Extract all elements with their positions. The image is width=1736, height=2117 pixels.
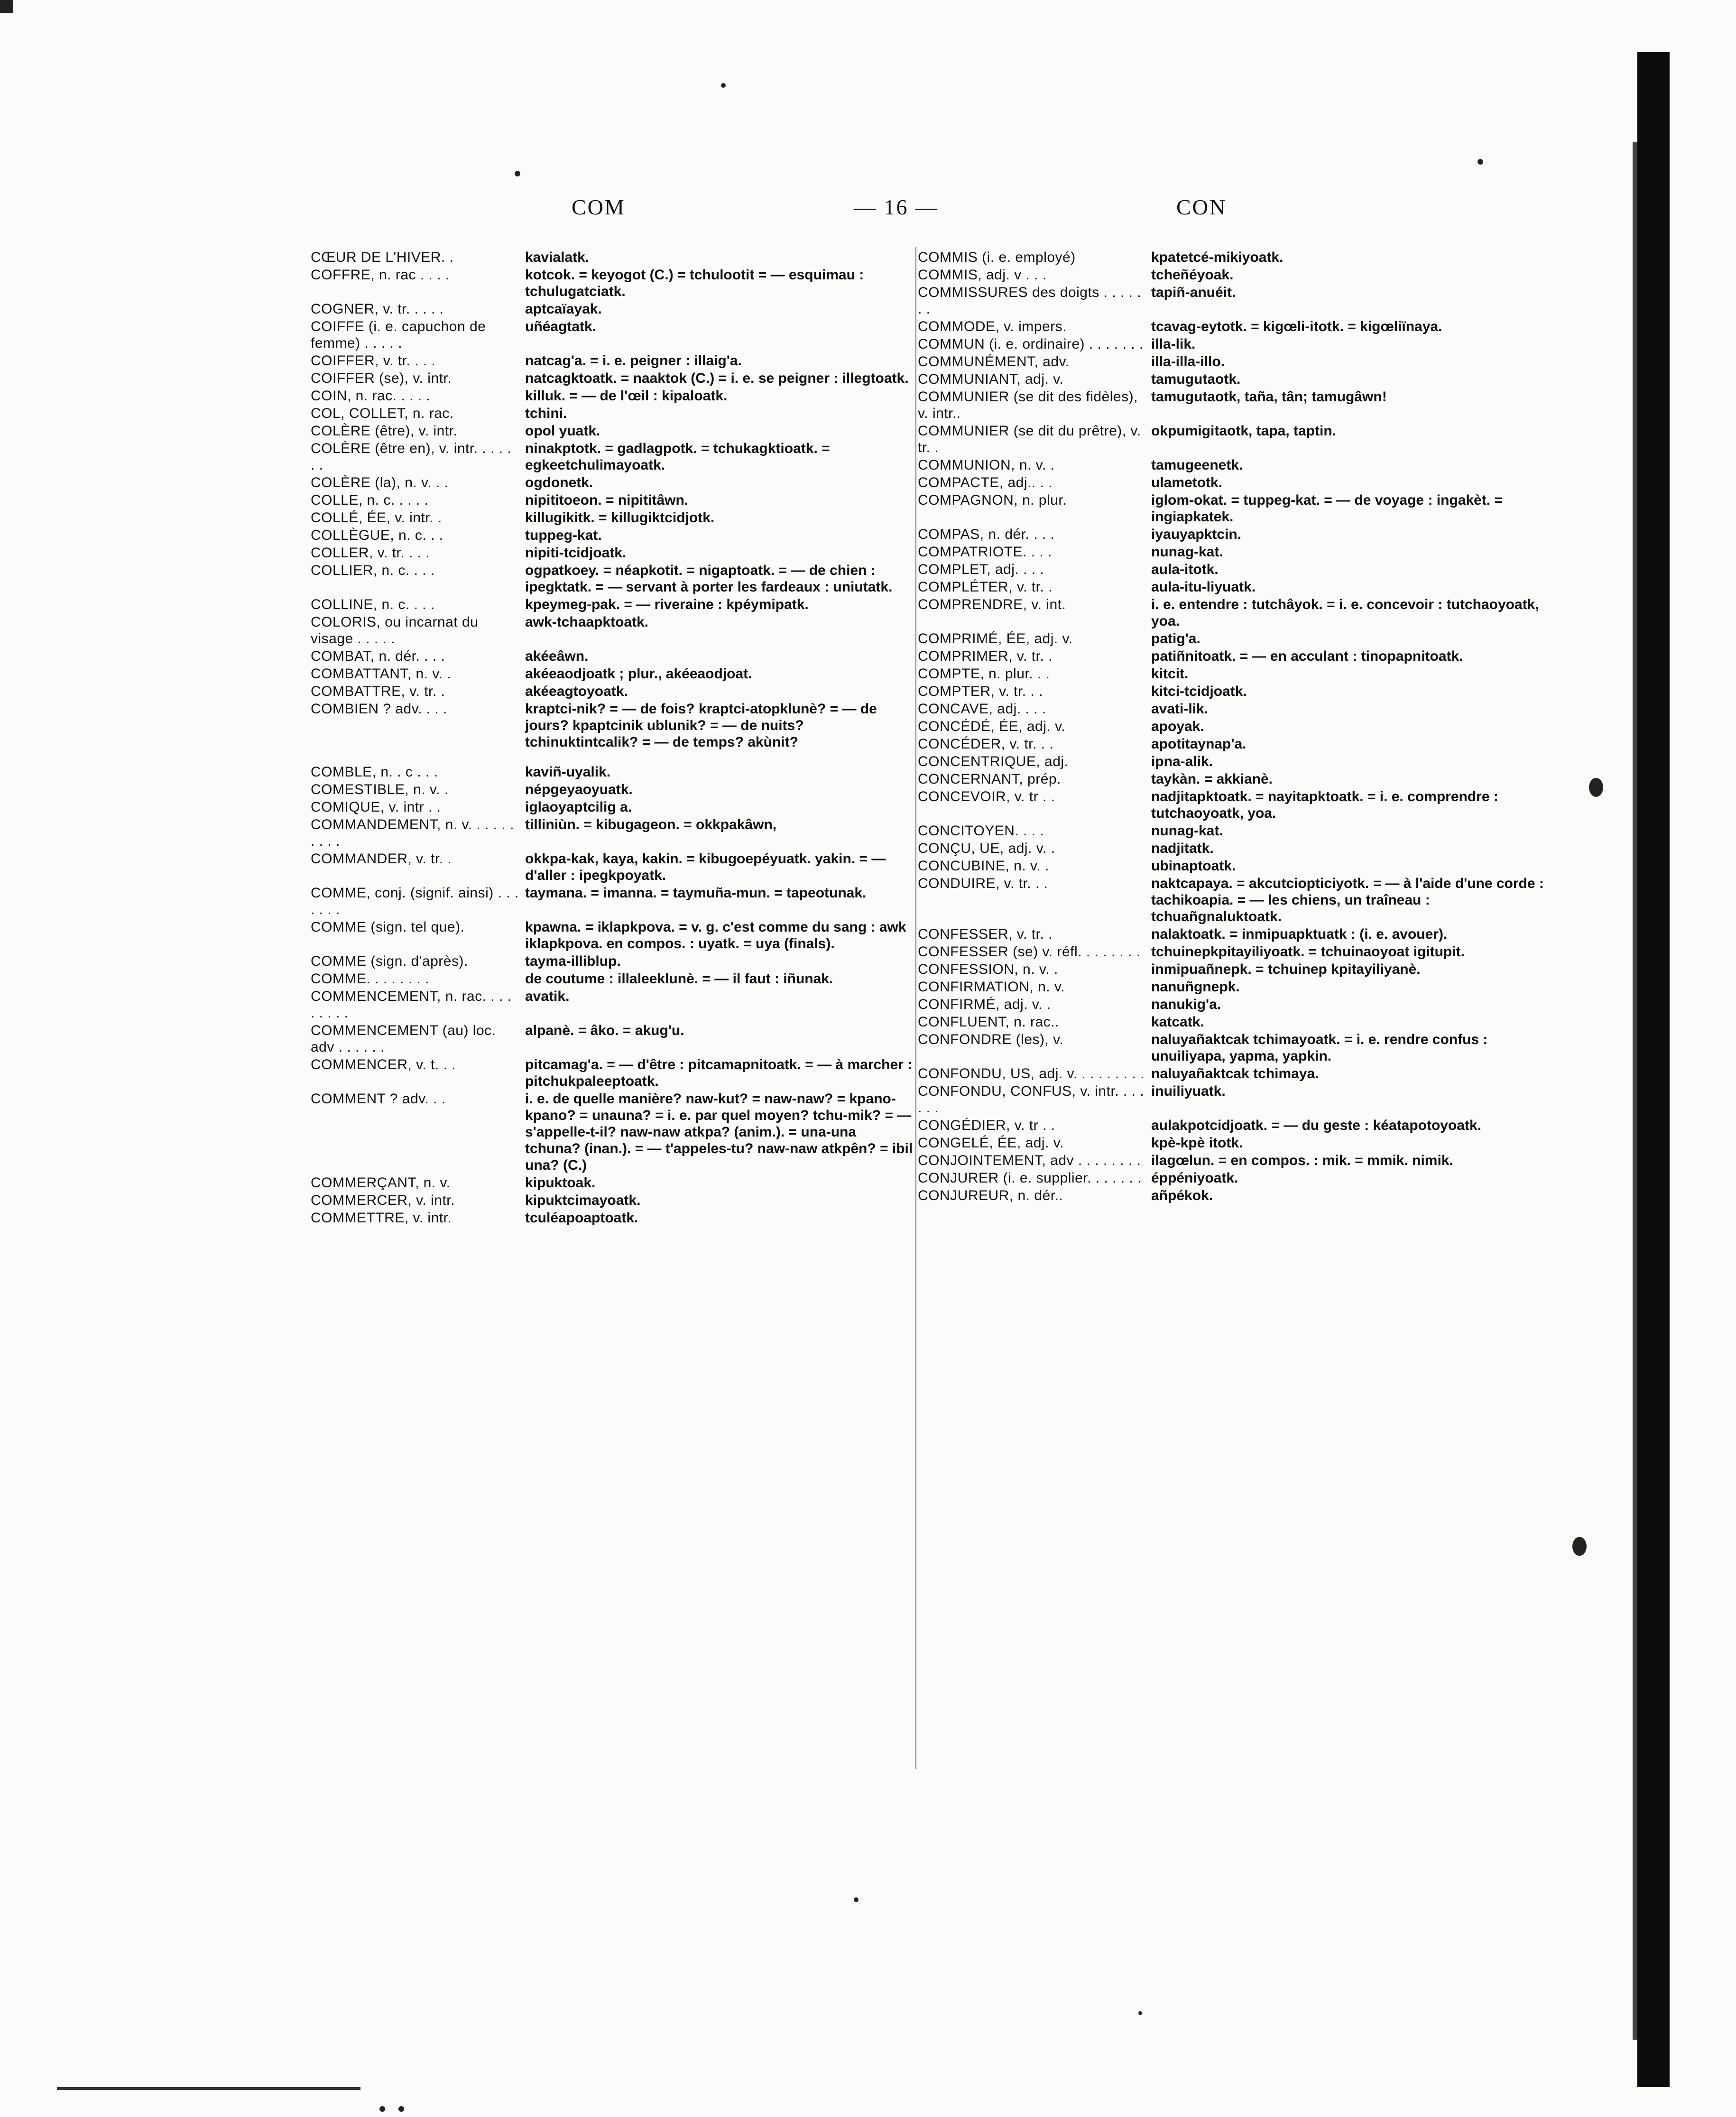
dictionary-entry	[918, 388, 1549, 422]
entry-headword: CONJOINTEMENT, adv . . . . . . . .	[918, 1153, 1141, 1168]
entry-definition: aula-itotk.	[1151, 562, 1219, 577]
entry-definition: ubinaptoatk.	[1151, 858, 1236, 874]
entry-headword: CONFIRMATION, n. v.	[918, 979, 1065, 995]
entry-definition: natcag'a. = i. e. peigner : illaig'a.	[525, 353, 742, 369]
entry-headword: COFFRE, n. rac . . . .	[311, 267, 450, 283]
entry-headword: CONFESSION, n. v. .	[918, 961, 1058, 977]
dictionary-entry	[311, 971, 913, 987]
entry-headword: CONJUREUR, n. dér..	[918, 1188, 1063, 1203]
dictionary-entry	[918, 579, 1549, 595]
entry-headword: COLORIS, ou incarnat du visage . . . . .	[311, 614, 479, 647]
entry-definition: naluyañaktcak tchimaya.	[1151, 1066, 1319, 1082]
entry-definition: nanukig'a.	[1151, 997, 1221, 1012]
entry-spacer	[311, 751, 913, 764]
entry-definition: tamugeenetk.	[1151, 457, 1243, 473]
entry-definition: éppéniyoatk.	[1151, 1170, 1238, 1186]
entry-headword: CONDUIRE, v. tr. . .	[918, 876, 1048, 891]
entry-headword: COMMIS, adj. v . . .	[918, 267, 1047, 283]
entry-definition: ipna-alik.	[1151, 754, 1213, 769]
entry-definition: taymana. = imanna. = taymuña-mun. = tapeotunak.	[525, 885, 867, 901]
left-column	[311, 249, 913, 1227]
entry-definition: aptcaïayak.	[525, 301, 602, 317]
dictionary-entry	[918, 788, 1549, 822]
dictionary-entry	[918, 353, 1549, 370]
entry-headword: COMPAGNON, n. plur.	[918, 492, 1067, 508]
dictionary-entry	[311, 1056, 913, 1090]
entry-headword: COLÈRE (la), n. v. . .	[311, 475, 449, 490]
entry-definition: nunag-kat.	[1151, 823, 1223, 839]
entry-definition: tchini.	[525, 406, 567, 421]
dictionary-entry	[918, 1152, 1549, 1169]
entry-definition: kipuktcimayoatk.	[525, 1193, 641, 1208]
entry-headword: COMMENCER, v. t. . .	[311, 1057, 456, 1072]
entry-headword: CONCAVE, adj. . . .	[918, 701, 1046, 717]
dictionary-entry	[918, 336, 1549, 352]
page-number: — 16 —	[854, 195, 939, 219]
dictionary-entry	[918, 736, 1549, 752]
dictionary-entry	[918, 423, 1549, 456]
entry-definition: nipititoeon. = nipititâwn.	[525, 492, 689, 508]
entry-headword: CONCITOYEN. . . .	[918, 823, 1044, 839]
entry-definition: avatik.	[525, 989, 570, 1004]
entry-headword: COMBAT, n. dér. . . .	[311, 648, 445, 664]
entry-definition: inuiliyuatk.	[1151, 1083, 1226, 1099]
entry-headword: COIFFE (i. e. capuchon de femme) . . . . .	[311, 319, 486, 351]
entry-definition: naluyañaktcak tchimayoatk. = i. e. rendre confus : unuiliyapa, yapma, yapkin.	[1151, 1032, 1488, 1064]
page-binding-shadow	[1637, 52, 1670, 2087]
dictionary-entry	[918, 267, 1549, 283]
entry-headword: COGNER, v. tr. . . . .	[311, 301, 444, 317]
dictionary-entry	[311, 267, 913, 300]
entry-headword: COMPLET, adj. . . .	[918, 562, 1044, 577]
entry-headword: COMPACTE, adj.. . .	[918, 475, 1053, 490]
entry-definition: kipuktoak.	[525, 1175, 596, 1191]
dictionary-entry	[918, 544, 1549, 560]
entry-headword: COMMUNIER (se dit du prêtre), v. tr. .	[918, 423, 1141, 455]
entry-headword: COMPAS, n. dér. . . .	[918, 527, 1055, 542]
dictionary-entry	[918, 701, 1549, 717]
dictionary-entry	[918, 371, 1549, 388]
dictionary-entry	[918, 1014, 1549, 1030]
dictionary-entry	[311, 683, 913, 700]
entry-definition: kpè-kpè itotk.	[1151, 1135, 1243, 1151]
dictionary-entry	[918, 683, 1549, 700]
entry-definition: illa-illa-illo.	[1151, 354, 1225, 370]
dictionary-entry	[918, 1083, 1549, 1116]
dictionary-entry	[918, 457, 1549, 473]
entry-definition: kaviñ-uyalik.	[525, 764, 611, 780]
entry-headword: COMPTE, n. plur. . .	[918, 666, 1050, 682]
entry-headword: COMMISSURES des doigts . . . . . . .	[918, 285, 1142, 317]
entry-headword: COLÈRE (être en), v. intr. . . . . . .	[311, 441, 512, 473]
entry-headword: CONCERNANT, prép.	[918, 771, 1061, 787]
entry-headword: CONFONDU, CONFUS, v. intr. . . . . . .	[918, 1083, 1145, 1116]
entry-headword: COMMETTRE, v. intr.	[311, 1210, 452, 1226]
dictionary-entry	[918, 1065, 1549, 1082]
entry-definition: kpawna. = iklapkpova. = v. g. c'est comme du sang : awk iklapkpova. en compos. : uyatk. = uya (finals).	[525, 919, 906, 952]
entry-definition: killuk. = — de l'œil : kipaloatk.	[525, 388, 728, 404]
dictionary-entry	[311, 648, 913, 665]
dictionary-entry	[918, 875, 1549, 925]
column-divider	[915, 247, 916, 1769]
entry-headword: COMBLE, n. . c . . .	[311, 764, 438, 780]
dictionary-entry	[918, 996, 1549, 1013]
dictionary-entry	[311, 614, 913, 647]
dictionary-entry	[311, 301, 913, 317]
dictionary-entry	[918, 961, 1549, 978]
dictionary-entry	[918, 858, 1549, 874]
dictionary-entry	[311, 885, 913, 918]
entry-headword: COMPATRIOTE. . . .	[918, 544, 1052, 560]
dictionary-entry	[311, 988, 913, 1021]
entry-headword: CONCEVOIR, v. tr . .	[918, 789, 1055, 804]
dictionary-entry	[918, 648, 1549, 665]
entry-headword: COMBATTANT, n. v. .	[311, 666, 452, 682]
entry-definition: ogpatkoey. = néapkotit. = nigaptoatk. = — de chien : ipegktatk. = — servant à porter les fardeaux : uniutatk.	[525, 563, 893, 595]
entry-definition: iglaoyaptcilig a.	[525, 799, 632, 815]
dictionary-entry	[918, 943, 1549, 960]
entry-definition: kraptci-nik? = — de fois? kraptci-atopklunè? = — de jours? kpaptcinik ublunik? = — de nuits? tchinuktintcalik? = — de temps? akùnit?	[525, 701, 877, 750]
dictionary-entry	[918, 318, 1549, 335]
entry-headword: CONJURER (i. e. supplier. . . . . . .	[918, 1170, 1142, 1186]
entry-headword: COMBIEN ? adv. . . .	[311, 701, 447, 717]
entry-definition: tuppeg-kat.	[525, 527, 602, 543]
running-header	[0, 194, 1736, 228]
dictionary-entry	[918, 492, 1549, 525]
entry-headword: COMMENCEMENT (au) loc. adv . . . . . .	[311, 1023, 496, 1055]
entry-headword: COMMENT ? adv. . .	[311, 1091, 446, 1107]
entry-definition: i. e. de quelle manière? naw-kut? = naw-naw? = kpano-kpano? = unauna? = i. e. par quel moyen? tchu-mik? = — s'appelle-t-il? naw-naw atkpa? (anim.). = una-una tchuna? (inan.). = — t'appeles-tu? naw-naw atkpên? = ibil una? (C.)	[525, 1091, 913, 1173]
entry-headword: CONFLUENT, n. rac..	[918, 1014, 1059, 1030]
entry-definition: inmipuañnepk. = tchuinep kpitayiliyanè.	[1151, 961, 1421, 977]
dictionary-entry	[918, 1187, 1549, 1204]
dictionary-entry	[311, 701, 913, 750]
entry-headword: COMPRENDRE, v. int.	[918, 597, 1066, 612]
dictionary-entry	[311, 509, 913, 526]
entry-definition: nunag-kat.	[1151, 544, 1223, 560]
entry-definition: ogdonetk.	[525, 475, 593, 490]
entry-definition: kavialatk.	[525, 250, 590, 265]
dictionary-entry	[311, 405, 913, 422]
entry-headword: CŒUR DE L'HIVER. .	[311, 250, 454, 265]
dictionary-entry	[311, 850, 913, 884]
entry-definition: uñéagtatk.	[525, 319, 597, 334]
entry-headword: COMBATTRE, v. tr. .	[311, 684, 445, 699]
entry-headword: COMME (sign. tel que).	[311, 919, 465, 935]
entry-headword: CONFIRMÉ, adj. v. .	[918, 997, 1051, 1012]
entry-definition: alpanè. = âko. = akug'u.	[525, 1023, 684, 1038]
scan-bottom-line	[57, 2087, 360, 2090]
entry-headword: CONCÉDÉ, ÉE, adj. v.	[918, 719, 1066, 734]
entry-headword: CONCUBINE, n. v. .	[918, 858, 1049, 874]
entry-definition: nanuñgnepk.	[1151, 979, 1240, 995]
dictionary-entry	[918, 1170, 1549, 1186]
entry-headword: COMME. . . . . . . .	[311, 971, 430, 987]
entry-definition: aula-itu-liyuatk.	[1151, 579, 1256, 595]
dictionary-entry	[311, 440, 913, 473]
entry-headword: CONCÉDER, v. tr. . .	[918, 736, 1054, 752]
dictionary-entry	[311, 562, 913, 595]
entry-headword: COLLÈGUE, n. c. . .	[311, 527, 443, 543]
right-column	[918, 249, 1549, 1205]
entry-definition: akéeâwn.	[525, 648, 589, 664]
entry-headword: CONFONDU, US, adj. v. . . . . . . . .	[918, 1066, 1145, 1082]
entry-headword: CONGÉDIER, v. tr . .	[918, 1118, 1055, 1133]
dictionary-entry	[311, 352, 913, 369]
dictionary-entry	[311, 1174, 913, 1191]
entry-definition: népgeyaoyuatk.	[525, 782, 633, 797]
dictionary-entry	[918, 561, 1549, 578]
entry-definition: nipiti-tcidjoatk.	[525, 545, 627, 561]
dictionary-entry	[311, 781, 913, 798]
entry-headword: CONCENTRIQUE, adj.	[918, 754, 1069, 769]
entry-headword: COMMANDER, v. tr. .	[311, 851, 452, 867]
dictionary-entry	[918, 1031, 1549, 1064]
entry-definition: katcatk.	[1151, 1014, 1204, 1030]
dictionary-entry	[918, 1117, 1549, 1134]
dictionary-entry	[311, 492, 913, 508]
dictionary-entry	[918, 526, 1549, 543]
entry-definition: avati-lik.	[1151, 701, 1209, 717]
entry-headword: COMME, conj. (signif. ainsi) . . . . . . .	[311, 885, 519, 917]
entry-definition: patig'a.	[1151, 631, 1200, 647]
entry-definition: tchuinepkpitayiliyoatk. = tchuinaoyoat igitupit.	[1151, 944, 1465, 960]
entry-headword: COIFFER, v. tr. . . .	[311, 353, 436, 369]
dictionary-entry	[918, 596, 1549, 629]
dictionary-entry	[918, 926, 1549, 943]
entry-definition: i. e. entendre : tutchâyok. = i. e. concevoir : tutchaoyoatk, yoa.	[1151, 597, 1539, 629]
entry-definition: ilagœlun. = en compos. : mik. = mmik. nimik.	[1151, 1153, 1453, 1168]
entry-headword: COMPRIMÉ, ÉE, adj. v.	[918, 631, 1073, 647]
entry-definition: patiñnitoatk. = — en acculant : tinopapnitoatk.	[1151, 648, 1463, 664]
entry-definition: taykàn. = akkianè.	[1151, 771, 1273, 787]
entry-definition: nalaktoatk. = inmipuapktuatk : (i. e. avouer).	[1151, 926, 1448, 942]
dictionary-entry	[311, 816, 913, 850]
entry-headword: COMME (sign. d'après).	[311, 953, 468, 969]
entry-headword: COMMUNIER (se dit des fidèles), v. intr..	[918, 389, 1138, 421]
dictionary-entry	[918, 979, 1549, 995]
entry-definition: killugikitk. = killugiktcidjotk.	[525, 510, 715, 526]
entry-definition: ninakptotk. = gadlagpotk. = tchukagktioatk. = egkeetchulimayoatk.	[525, 441, 830, 473]
dictionary-entry	[918, 249, 1549, 266]
dictionary-entry	[918, 666, 1549, 682]
entry-headword: COMMERÇANT, n. v.	[311, 1175, 451, 1191]
entry-headword: COIN, n. rac. . . . .	[311, 388, 431, 404]
entry-headword: COL, COLLET, n. rac.	[311, 406, 454, 421]
entry-definition: tcavag-eytotk. = kigœli-itotk. = kigœliïnaya.	[1151, 319, 1442, 334]
entry-definition: naktcapaya. = akcutciopticiyotk. = — à l'aide d'une corde : tachikoapia. = — les chiens, un traîneau : tchuañgnaluktoatk.	[1151, 876, 1544, 924]
entry-headword: COMESTIBLE, n. v. .	[311, 782, 449, 797]
page-binding-edge	[1633, 142, 1637, 2040]
entry-definition: nadjitatk.	[1151, 841, 1214, 856]
entry-definition: de coutume : illaleeklunè. = — il faut : iñunak.	[525, 971, 833, 987]
entry-definition: kpatetcé-mikiyoatk.	[1151, 250, 1284, 265]
dictionary-entry	[918, 823, 1549, 839]
entry-definition: ulametotk.	[1151, 475, 1223, 490]
dictionary-entry	[311, 1192, 913, 1209]
dictionary-entry	[918, 630, 1549, 647]
entry-definition: iyauyapktcin.	[1151, 527, 1242, 542]
entry-definition: opol yuatk.	[525, 423, 600, 439]
entry-definition: natcagktoatk. = naaktok (C.) = i. e. se peigner : illegtoatk.	[525, 370, 909, 386]
header-left: COM	[572, 195, 626, 219]
dictionary-entry	[311, 318, 913, 351]
dictionary-entry	[311, 1022, 913, 1055]
dictionary-entry	[311, 799, 913, 815]
entry-headword: COLLÉ, ÉE, v. intr. .	[311, 510, 442, 526]
entry-definition: añpékok.	[1151, 1188, 1213, 1203]
entry-definition: iglom-okat. = tuppeg-kat. = — de voyage : ingakèt. = ingiapkatek.	[1151, 492, 1503, 525]
entry-headword: COIFFER (se), v. intr.	[311, 370, 452, 386]
entry-headword: COMMENCEMENT, n. rac. . . . . . . . .	[311, 989, 512, 1021]
dictionary-entry	[918, 718, 1549, 735]
entry-headword: COMMUN (i. e. ordinaire) . . . . . . .	[918, 336, 1144, 352]
entry-headword: COMPLÉTER, v. tr. .	[918, 579, 1053, 595]
entry-headword: CONFESSER, v. tr. .	[918, 926, 1053, 942]
entry-definition: tamugutaotk, taña, tân; tamugâwn!	[1151, 389, 1387, 405]
entry-definition: kpeymeg-pak. = — riveraine : kpéymipatk.	[525, 597, 809, 612]
entry-definition: apotitaynap'a.	[1151, 736, 1247, 752]
dictionary-entry	[311, 527, 913, 544]
entry-definition: tamugutaotk.	[1151, 371, 1241, 387]
entry-headword: COMMUNÉMENT, adv.	[918, 354, 1070, 370]
entry-headword: COLLIER, n. c. . . .	[311, 563, 435, 578]
entry-definition: aulakpotcidjoatk. = — du geste : kéatapotoyoatk.	[1151, 1118, 1481, 1133]
entry-definition: pitcamag'a. = — d'être : pitcamapnitoatk. = — à marcher : pitchukpaleeptoatk.	[525, 1057, 913, 1089]
entry-headword: COMMERCER, v. intr.	[311, 1193, 455, 1208]
dictionary-entry	[918, 284, 1549, 317]
entry-definition: tilliniùn. = kibugageon. = okkpakâwn,	[525, 817, 777, 832]
dictionary-entry	[311, 919, 913, 952]
entry-definition: kotcok. = keyogot (C.) = tchulootit = — esquimau : tchulugatciatk.	[525, 267, 864, 299]
entry-definition: tapiñ-anuéit.	[1151, 285, 1236, 300]
dictionary-entry	[311, 474, 913, 491]
entry-headword: COMMUNION, n. v. .	[918, 457, 1055, 473]
entry-headword: COLLE, n. c. . . . .	[311, 492, 429, 508]
dictionary-entry	[311, 764, 913, 780]
entry-definition: okpumigitaotk, tapa, taptin.	[1151, 423, 1337, 439]
entry-definition: tcheñéyoak.	[1151, 267, 1234, 283]
entry-definition: tayma-illiblup.	[525, 953, 621, 969]
entry-definition: kitci-tcidjoatk.	[1151, 684, 1247, 699]
entry-headword: CONFONDRE (les), v.	[918, 1032, 1064, 1047]
dictionary-entry	[311, 953, 913, 970]
dictionary-entry	[311, 596, 913, 613]
dictionary-entry	[918, 753, 1549, 770]
entry-definition: kitcit.	[1151, 666, 1189, 682]
dictionary-entry	[311, 1210, 913, 1226]
dictionary-entry	[311, 388, 913, 404]
header-right: CON	[1176, 195, 1227, 219]
entry-headword: CONÇU, UE, adj. v. .	[918, 841, 1055, 856]
entry-headword: COMMODE, v. impers.	[918, 319, 1067, 334]
entry-headword: COLLER, v. tr. . . .	[311, 545, 430, 561]
entry-headword: COMPTER, v. tr. . .	[918, 684, 1043, 699]
entry-definition: awk-tchaapktoatk.	[525, 614, 649, 630]
entry-definition: akéeaodjoatk ; plur., akéeaodjoat.	[525, 666, 752, 682]
dictionary-entry	[311, 1091, 913, 1174]
dictionary-entry	[311, 545, 913, 561]
entry-definition: akéeagtoyoatk.	[525, 684, 628, 699]
entry-headword: CONGELÉ, ÉE, adj. v.	[918, 1135, 1064, 1151]
entry-headword: COMIQUE, v. intr . .	[311, 799, 441, 815]
entry-headword: COLÈRE (être), v. intr.	[311, 423, 458, 439]
entry-definition: tculéapoaptoatk.	[525, 1210, 638, 1226]
entry-definition: nadjitapktoatk. = nayitapktoatk. = i. e. comprendre : tutchaoyoatk, yoa.	[1151, 789, 1498, 821]
dictionary-entry	[311, 423, 913, 439]
entry-headword: COMPRIMER, v. tr. .	[918, 648, 1053, 664]
entry-headword: COMMANDEMENT, n. v. . . . . . . . . .	[311, 817, 514, 849]
entry-definition: illa-lik.	[1151, 336, 1196, 352]
entry-definition: okkpa-kak, kaya, kakin. = kibugoepéyuatk. yakin. = — d'aller : ipegkpoyatk.	[525, 851, 886, 883]
entry-headword: COLLINE, n. c. . . .	[311, 597, 435, 612]
entry-headword: CONFESSER (se) v. réfl. . . . . . . .	[918, 944, 1141, 960]
scan-corner-mark	[0, 0, 13, 13]
dictionary-entry	[918, 474, 1549, 491]
dictionary-entry	[311, 666, 913, 682]
dictionary-entry	[918, 1135, 1549, 1151]
dictionary-entry	[311, 249, 913, 266]
entry-definition: apoyak.	[1151, 719, 1204, 734]
entry-headword: COMMIS (i. e. employé)	[918, 250, 1076, 265]
dictionary-entry	[311, 370, 913, 387]
dictionary-entry	[918, 771, 1549, 787]
dictionary-entry	[918, 840, 1549, 857]
entry-headword: COMMUNIANT, adj. v.	[918, 371, 1064, 387]
